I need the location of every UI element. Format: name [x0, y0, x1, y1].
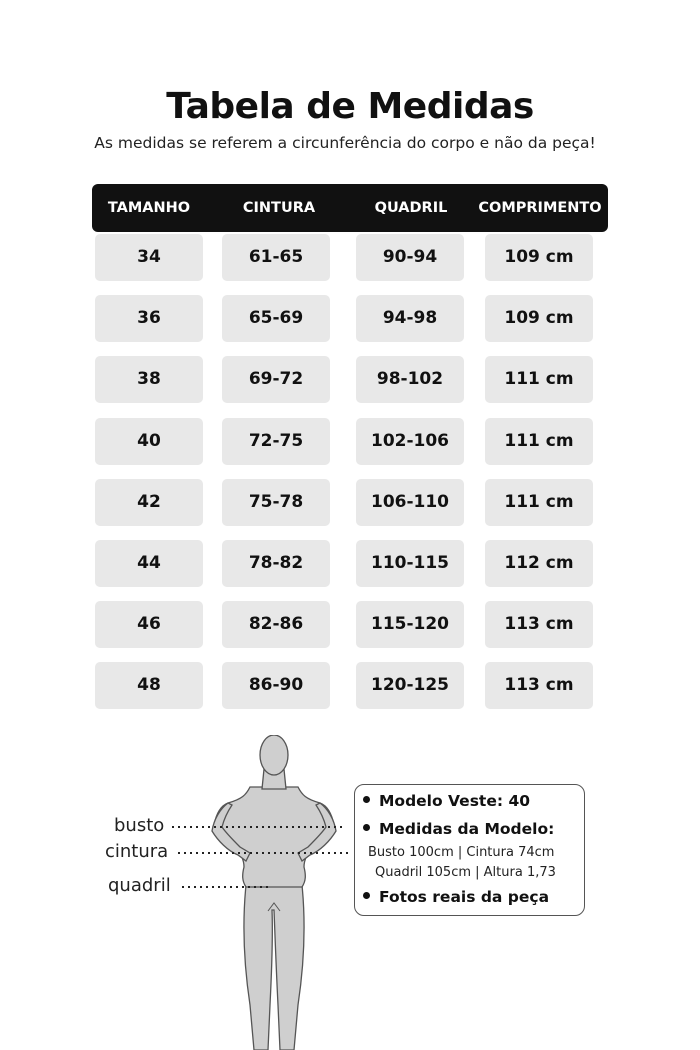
model-info-box — [354, 784, 585, 916]
length-cell: 113 cm — [485, 601, 593, 648]
page-subtitle: As medidas se referem a circunferência do corpo e não da peça! — [94, 134, 596, 152]
hip-cell: 106-110 — [356, 479, 464, 526]
length-cell: 109 cm — [485, 234, 593, 281]
size-cell: 36 — [95, 295, 203, 342]
waist-cell: 78-82 — [222, 540, 330, 587]
size-cell: 38 — [95, 356, 203, 403]
waist-cell: 61-65 — [222, 234, 330, 281]
waist-cell: 75-78 — [222, 479, 330, 526]
hip-cell: 102-106 — [356, 418, 464, 465]
header-hip: QUADRIL — [374, 200, 448, 216]
length-cell: 111 cm — [485, 479, 593, 526]
bullet-icon — [363, 892, 370, 899]
bust-label: busto — [114, 815, 165, 836]
model-measures-line-1: Busto 100cm | Cintura 74cm — [368, 845, 555, 860]
hip-cell: 115-120 — [356, 601, 464, 648]
header-length: COMPRIMENTO — [478, 200, 602, 216]
size-cell: 46 — [95, 601, 203, 648]
header-waist: CINTURA — [242, 200, 316, 216]
size-cell: 40 — [95, 418, 203, 465]
model-measures-line-2: Quadril 105cm | Altura 1,73 — [375, 865, 556, 880]
waist-cell: 86-90 — [222, 662, 330, 709]
hip-cell: 98-102 — [356, 356, 464, 403]
model-measures-item: Medidas da Modelo: — [363, 820, 554, 838]
size-cell: 44 — [95, 540, 203, 587]
bullet-icon — [363, 824, 370, 831]
waist-cell: 65-69 — [222, 295, 330, 342]
model-wears-item: Modelo Veste: 40 — [363, 792, 530, 810]
waist-cell: 69-72 — [222, 356, 330, 403]
length-cell: 111 cm — [485, 356, 593, 403]
hip-cell: 94-98 — [356, 295, 464, 342]
hip-cell: 120-125 — [356, 662, 464, 709]
size-cell: 48 — [95, 662, 203, 709]
size-cell: 42 — [95, 479, 203, 526]
bullet-icon — [363, 796, 370, 803]
header-size: TAMANHO — [107, 200, 191, 216]
page-title: Tabela de Medidas — [166, 86, 534, 127]
hip-label: quadril — [108, 875, 171, 896]
length-cell: 109 cm — [485, 295, 593, 342]
waist-cell: 82-86 — [222, 601, 330, 648]
waist-label: cintura — [105, 841, 169, 862]
waist-cell: 72-75 — [222, 418, 330, 465]
real-photos-item: Fotos reais da peça — [363, 888, 549, 906]
hip-cell: 90-94 — [356, 234, 464, 281]
size-cell: 34 — [95, 234, 203, 281]
length-cell: 112 cm — [485, 540, 593, 587]
length-cell: 111 cm — [485, 418, 593, 465]
hip-cell: 110-115 — [356, 540, 464, 587]
length-cell: 113 cm — [485, 662, 593, 709]
